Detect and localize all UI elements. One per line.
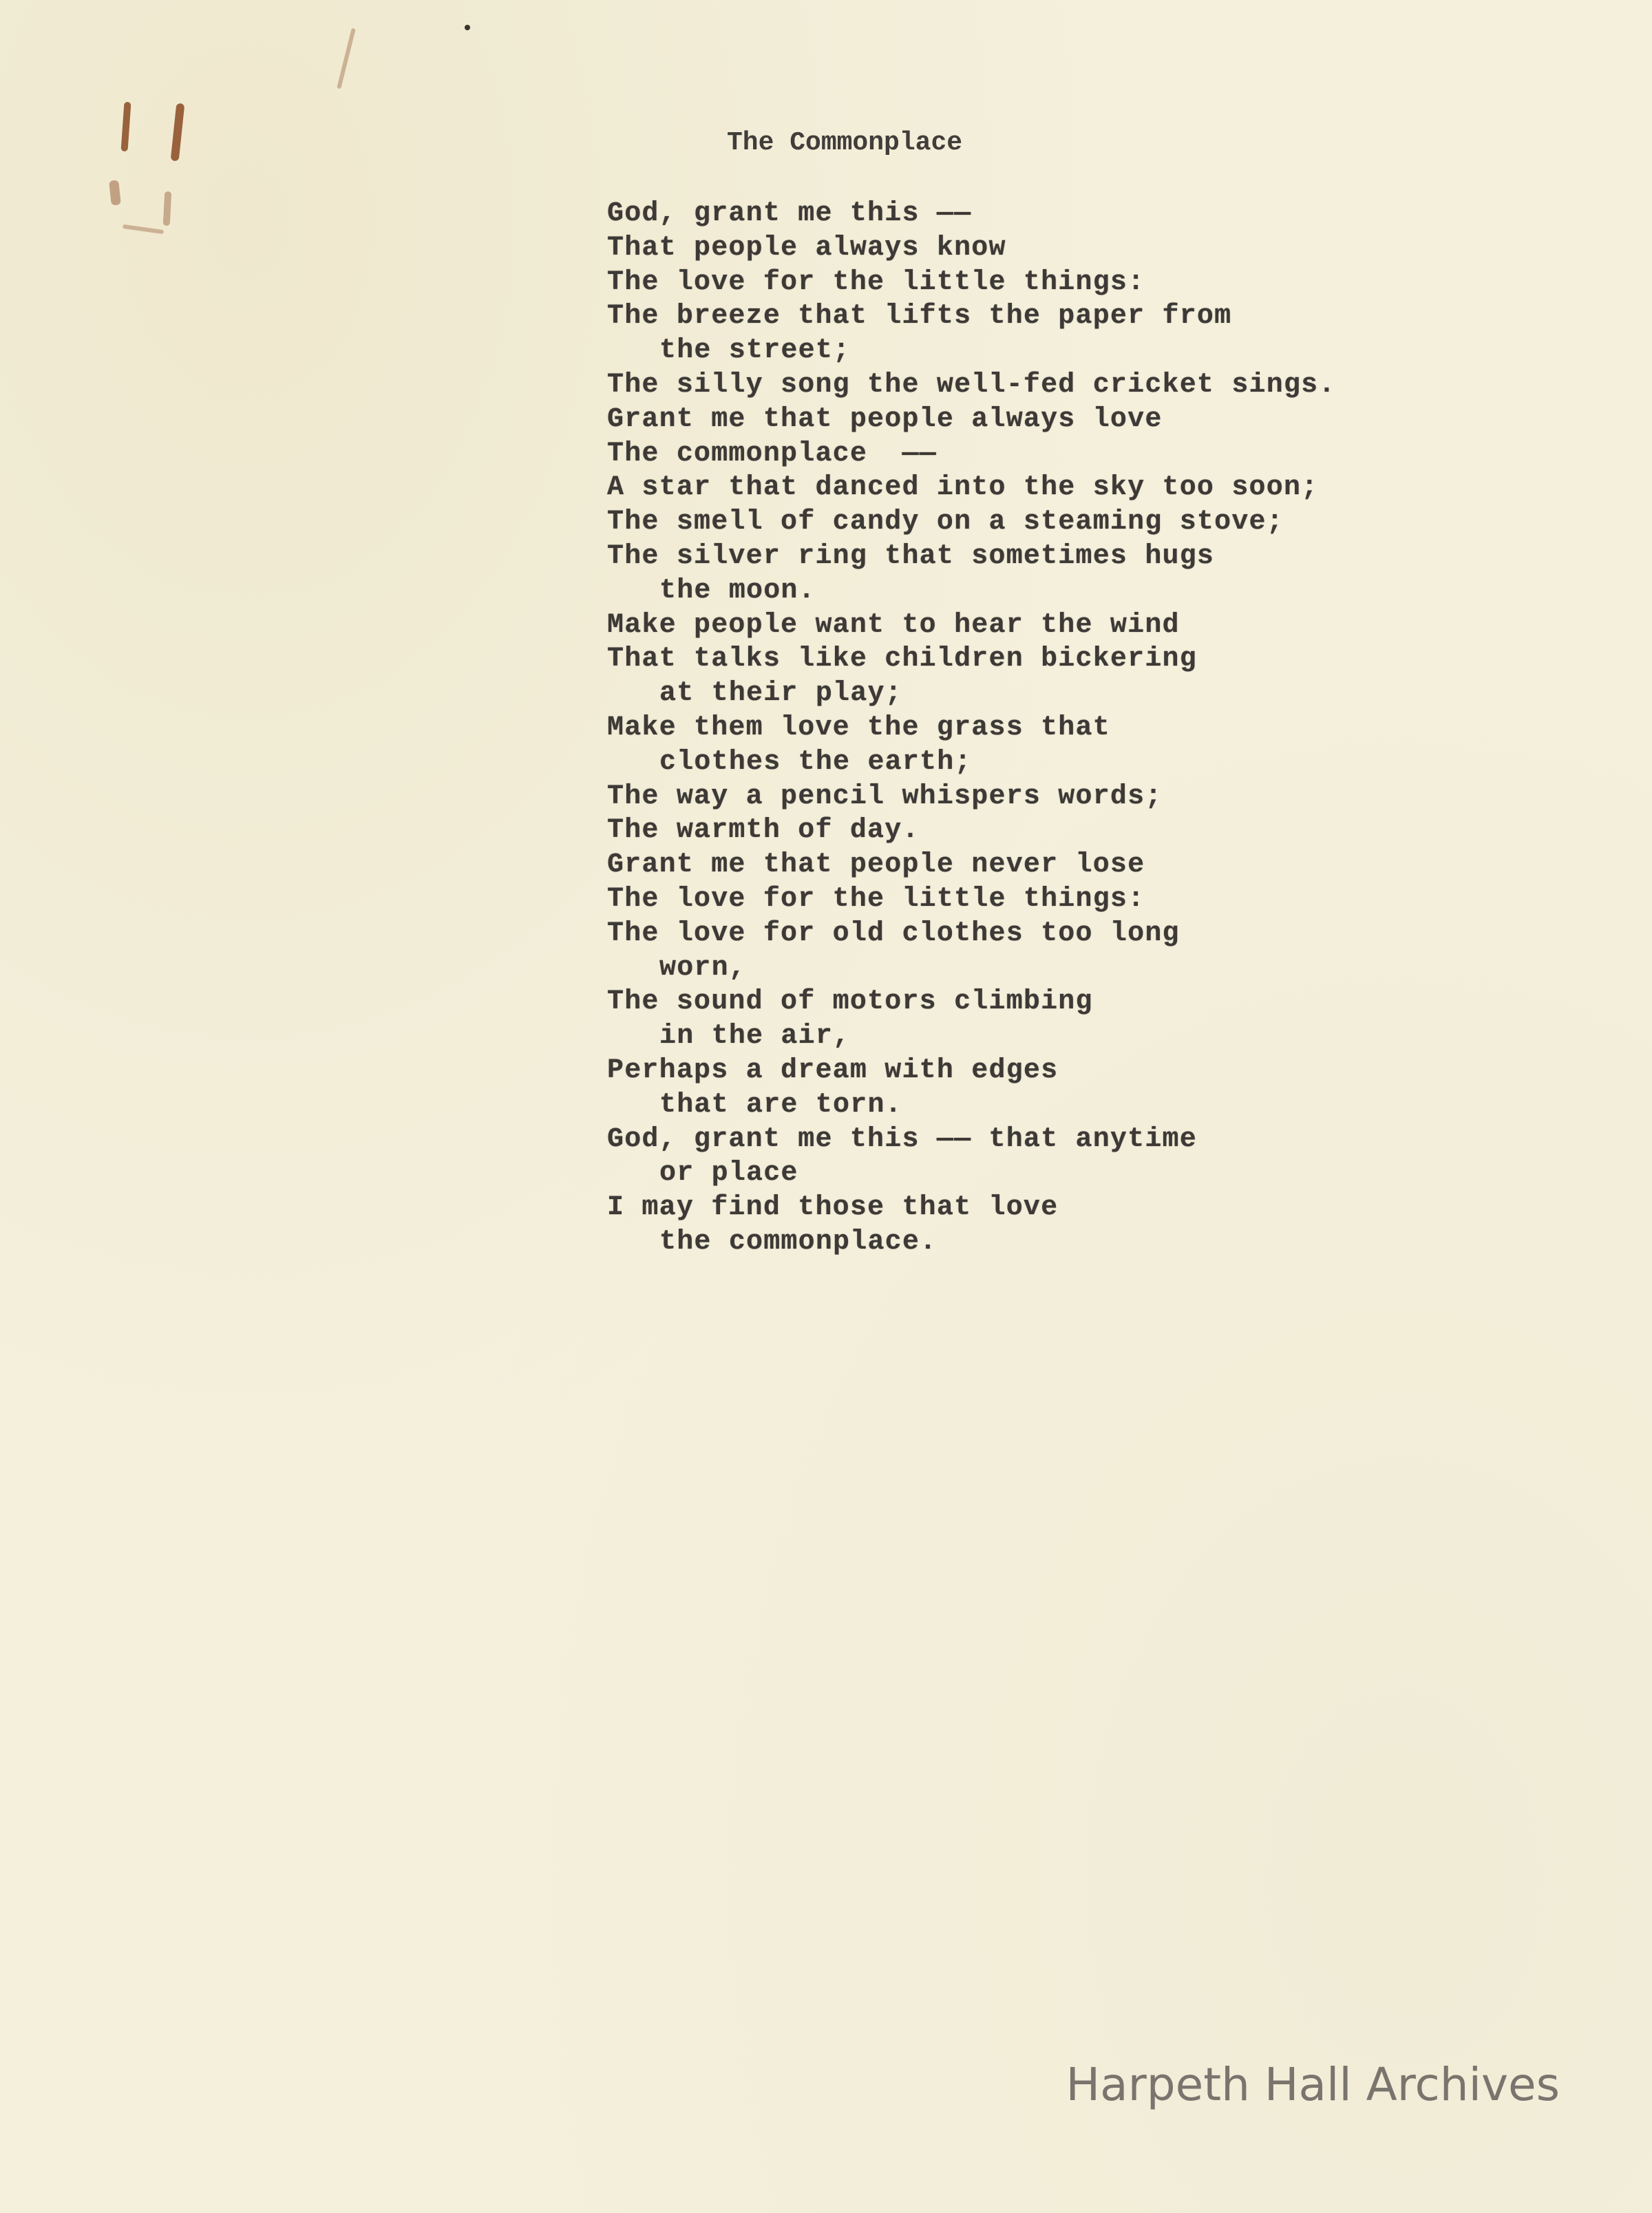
poem-line: The love for the little things: [607,266,1145,298]
poem-line: the street; [659,335,851,367]
rust-stain [163,191,172,226]
poem-line: The smell of candy on a steaming stove; [607,507,1284,538]
poem-line: Grant me that people always love [607,403,1163,435]
poem-line: The silver ring that sometimes hugs [607,540,1215,572]
poem-line: in the air, [659,1021,851,1052]
poem-line: that are torn. [659,1089,902,1121]
poem-line: The way a pencil whispers words; [607,781,1163,812]
poem-line: Perhaps a dream with edges [607,1055,1059,1086]
poem-line: The love for the little things: [607,883,1145,915]
poem-line: A star that danced into the sky too soon; [607,472,1319,504]
rust-stain [171,103,185,162]
poem-line: The breeze that lifts the paper from [607,301,1232,332]
poem-line: That talks like children bickering [607,644,1197,675]
poem-line: at their play; [659,678,902,710]
poem-line: That people always know [607,232,1006,264]
poem-line: Grant me that people never lose [607,849,1145,881]
poem-line: I may find those that love [607,1192,1059,1224]
rust-stain [121,102,131,152]
poem-body [607,197,1336,1260]
poem-line: God, grant me this —— [607,198,972,229]
poem-line: God, grant me this —— that anytime [607,1123,1197,1155]
poem-line: or place [659,1158,798,1189]
poem-line: The sound of motors climbing [607,986,1093,1018]
poem-line: The silly song the well-fed cricket sings. [607,369,1336,401]
poem-line: the moon. [659,575,816,606]
poem-line: worn, [659,952,747,984]
rust-stain [109,180,121,205]
poem-line: clothes the earth; [659,746,972,778]
rust-stain [337,28,356,89]
poem-title: The Commonplace [727,128,963,158]
poem-line: Make them love the grass that [607,712,1110,743]
ink-speck [465,25,470,30]
poem-line: The warmth of day. [607,815,920,847]
archive-watermark: Harpeth Hall Archives [1066,2058,1560,2111]
poem-line: The commonplace —— [607,438,937,469]
poem-line: Make people want to hear the wind [607,609,1180,641]
rust-stain [123,224,164,234]
poem-line: The love for old clothes too long [607,918,1180,949]
poem-line: the commonplace. [659,1226,938,1258]
